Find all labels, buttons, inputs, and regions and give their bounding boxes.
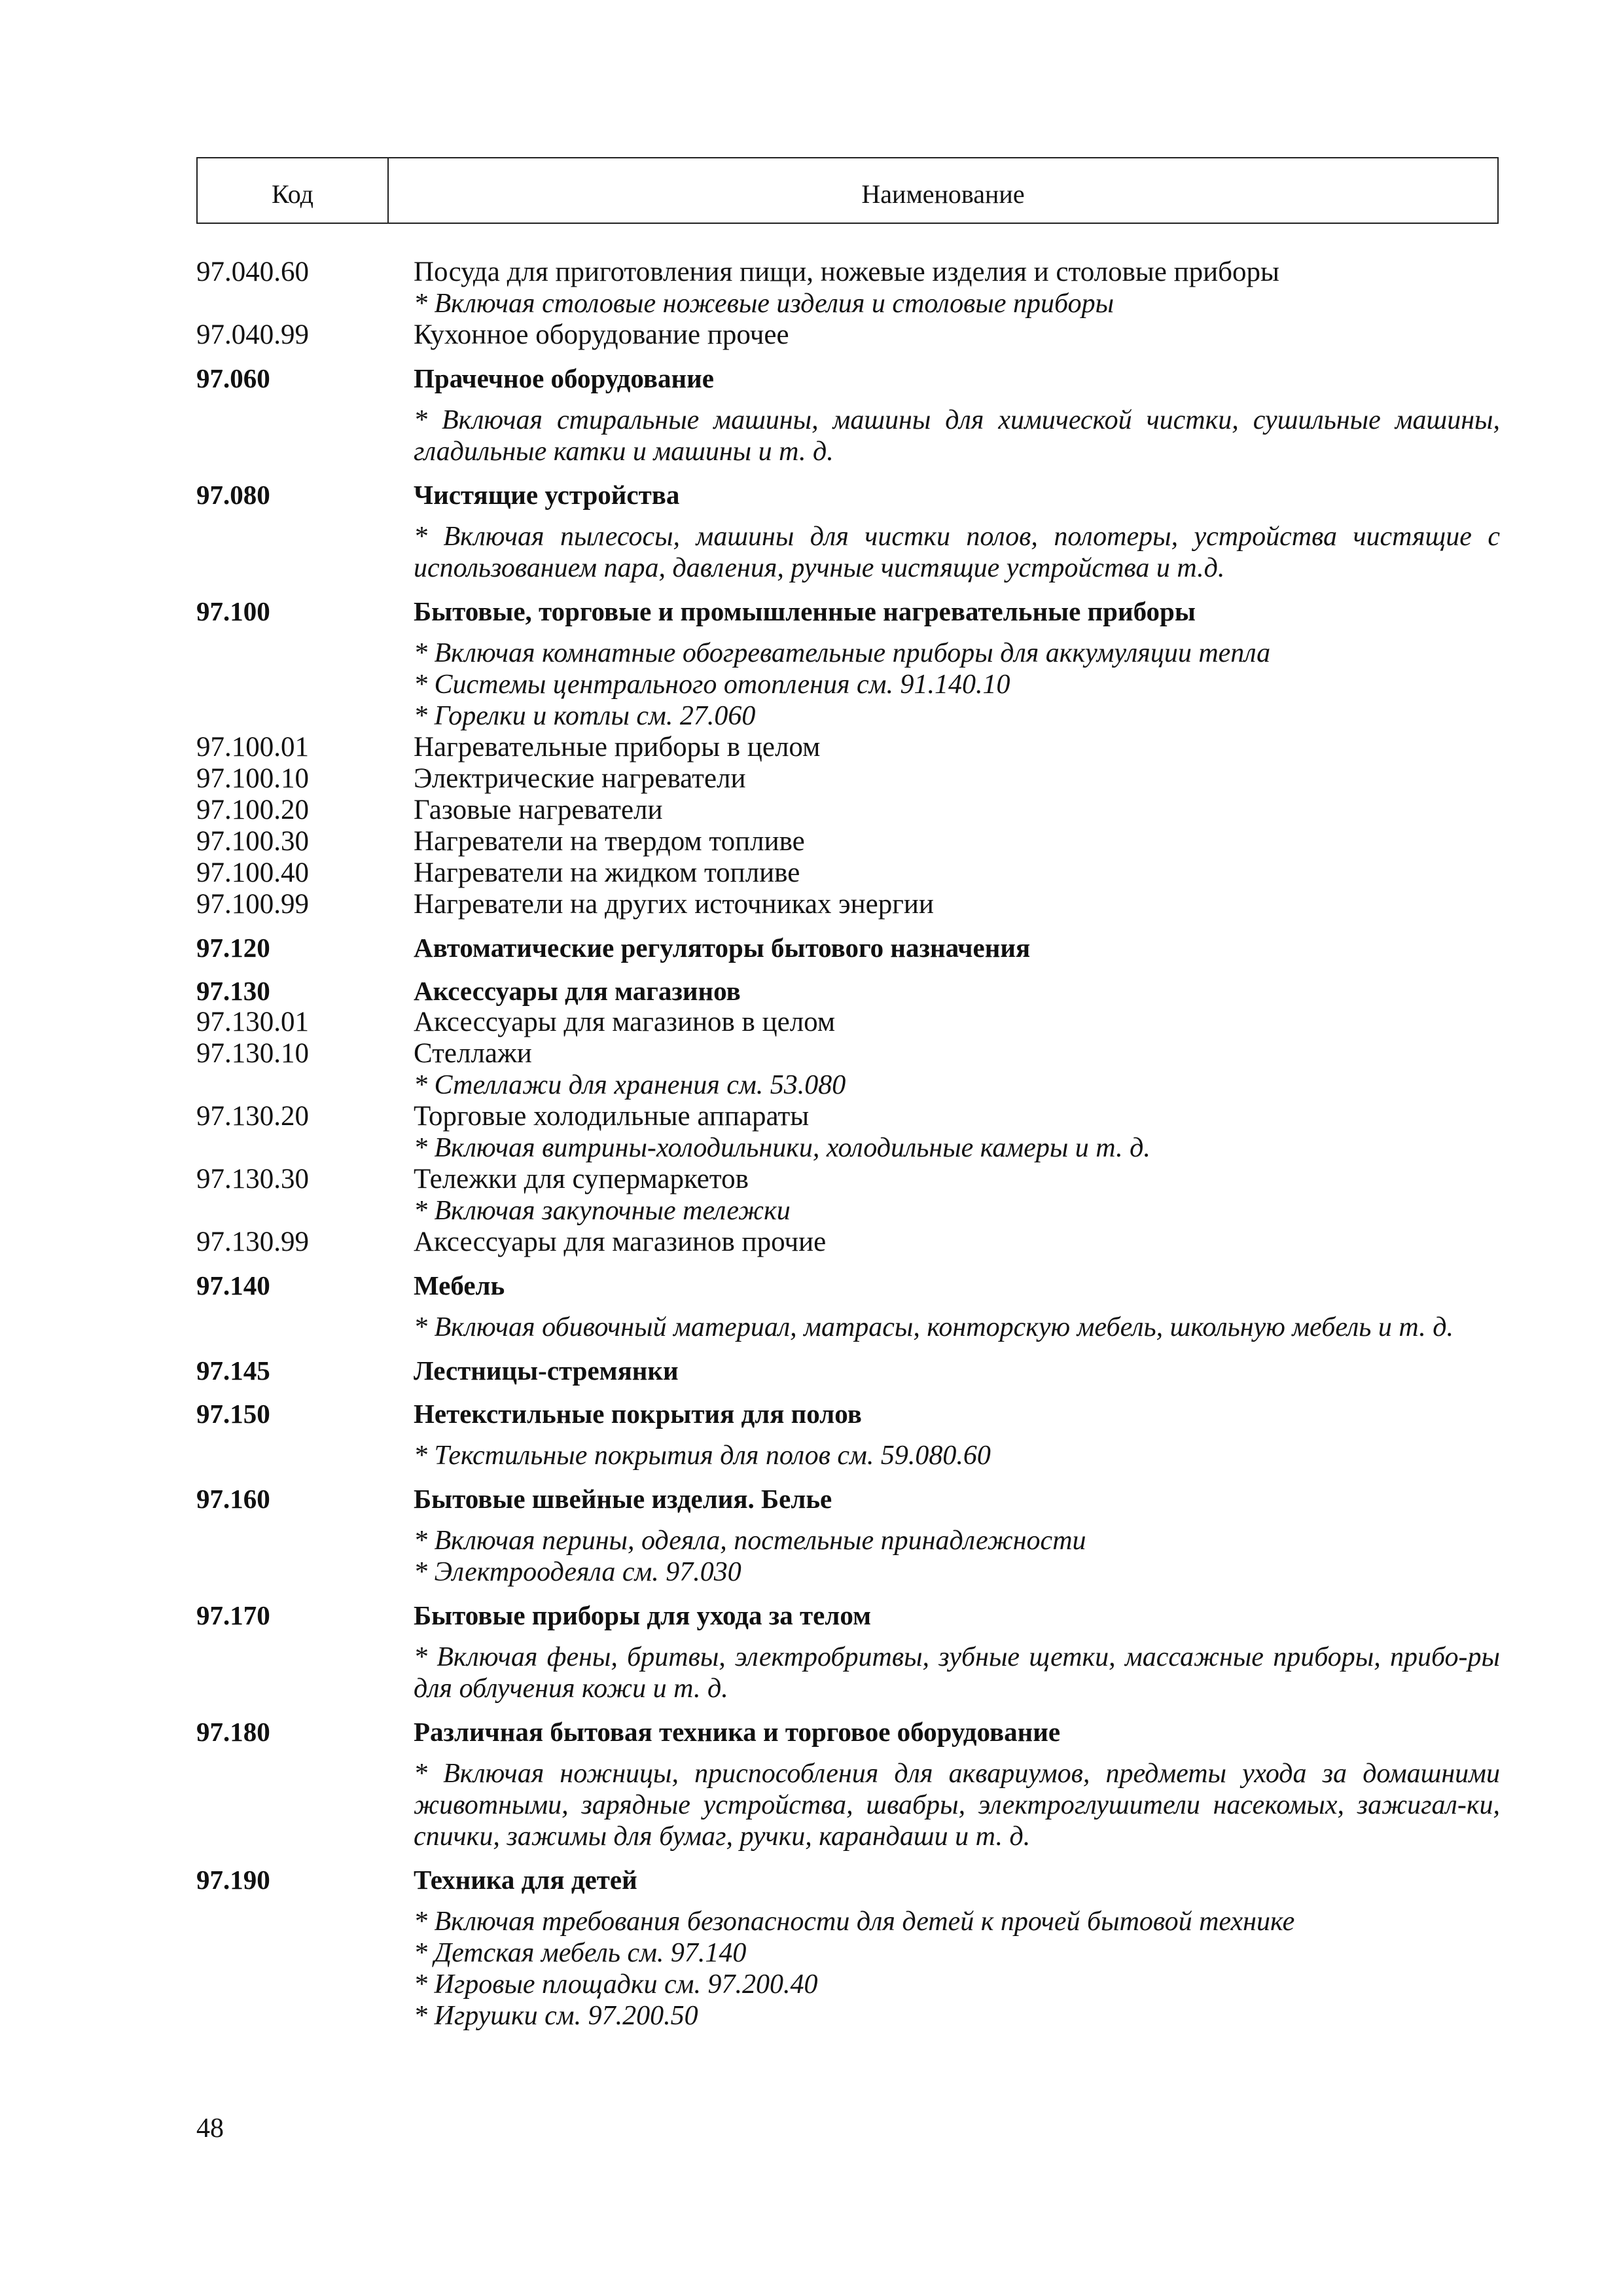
section-entry — [196, 1398, 1505, 1471]
entry-row — [196, 1101, 1505, 1132]
entry-row — [196, 1483, 1505, 1515]
entry-code: 97.130.10 — [196, 1038, 309, 1069]
entry-row — [196, 596, 1505, 627]
entry-code: 97.060 — [196, 363, 270, 393]
entry-note: * Игрушки см. 97.200.50 — [414, 2001, 698, 2031]
entry-code: 97.140 — [196, 1270, 270, 1300]
section-entry — [196, 1355, 1505, 1386]
entry-code: 97.130.20 — [196, 1101, 309, 1132]
section-entry — [196, 1483, 1505, 1588]
entry-name: Тележки для супермаркетов — [414, 1164, 749, 1194]
entry-code: 97.130.01 — [196, 1007, 309, 1037]
section-entry — [196, 363, 1505, 467]
list-item — [196, 826, 1505, 857]
entry-row — [196, 826, 1505, 857]
entry-row — [196, 363, 1505, 394]
entry-code: 97.100.30 — [196, 826, 309, 857]
entry-name: Техника для детей — [414, 1865, 637, 1895]
list-item — [196, 732, 1505, 763]
entry-name: Различная бытовая техника и торговое оборудование — [414, 1717, 1061, 1747]
table-header — [196, 157, 1499, 224]
entry-code: 97.100.40 — [196, 857, 309, 888]
entry-note: * Стеллажи для хранения см. 53.080 — [414, 1070, 846, 1100]
entry-name: Кухонное оборудование прочее — [414, 319, 789, 350]
list-item — [196, 763, 1505, 795]
list-item — [196, 889, 1505, 920]
entry-code: 97.130.99 — [196, 1227, 309, 1257]
entry-note: * Включая столовые ножевые изделия и столовые приборы — [414, 289, 1115, 319]
entry-name: Автоматические регуляторы бытового назначения — [414, 933, 1031, 963]
section-entry — [196, 479, 1505, 584]
entry-note: * Включая фены, бритвы, электробритвы, зубные щетки, массажные приборы, прибо-ры для облучения кожи и т. д. — [414, 1642, 1500, 1704]
list-item — [196, 319, 1505, 351]
entry-row — [196, 1164, 1505, 1195]
entry-name: Стеллажи — [414, 1038, 532, 1069]
entry-row — [196, 1227, 1505, 1258]
entry-row — [196, 1355, 1505, 1386]
list-item — [196, 257, 1505, 319]
entry-name: Посуда для приготовления пищи, ножевые изделия и столовые приборы — [414, 257, 1279, 287]
entry-name: Аксессуары для магазинов — [414, 976, 741, 1006]
section-entry — [196, 596, 1505, 732]
entry-row — [196, 732, 1505, 763]
entry-row — [196, 889, 1505, 920]
entry-note: * Включая витрины-холодильники, холодильные камеры и т. д. — [414, 1133, 1150, 1163]
entry-note: * Включая перины, одеяла, постельные принадлежности — [414, 1526, 1086, 1556]
entry-code: 97.040.99 — [196, 319, 309, 350]
section-entry — [196, 975, 1505, 1007]
entry-row — [196, 1716, 1505, 1748]
entry-row — [196, 1270, 1505, 1301]
section-entry — [196, 1600, 1505, 1704]
entry-note: * Включая стиральные машины, машины для химической чистки, сушильные машины, гладильные катки и машины и т. д. — [414, 405, 1500, 467]
entry-name: Нагреватели на жидком топливе — [414, 857, 800, 888]
entry-code: 97.130.30 — [196, 1164, 309, 1194]
classification-list — [196, 257, 1505, 2032]
header-name: Наименование — [861, 179, 1025, 209]
list-item — [196, 1227, 1505, 1258]
entry-code: 97.100.01 — [196, 732, 309, 762]
section-entry — [196, 932, 1505, 963]
entry-code: 97.100.99 — [196, 889, 309, 920]
entry-code: 97.130 — [196, 976, 270, 1006]
list-item — [196, 1038, 1505, 1101]
entry-code: 97.120 — [196, 933, 270, 963]
entry-row — [196, 763, 1505, 795]
entry-code: 97.100.20 — [196, 795, 309, 825]
page-number: 48 — [196, 2113, 224, 2144]
entry-note: * Включая комнатные обогревательные приборы для аккумуляции тепла — [414, 638, 1271, 668]
list-item — [196, 1164, 1505, 1227]
entry-note: * Электроодеяла см. 97.030 — [414, 1557, 741, 1587]
entry-code: 97.100 — [196, 596, 270, 626]
entry-note: * Системы центрального отопления см. 91.140.10 — [414, 670, 1010, 700]
entry-name: Газовые нагреватели — [414, 795, 663, 825]
entry-row — [196, 479, 1505, 511]
entry-row — [196, 795, 1505, 826]
entry-code: 97.040.60 — [196, 257, 309, 287]
entry-code: 97.170 — [196, 1600, 270, 1630]
header-code: Код — [198, 158, 389, 223]
entry-row — [196, 1007, 1505, 1038]
entry-name: Бытовые приборы для ухода за телом — [414, 1600, 872, 1630]
entry-note: * Включая пылесосы, машины для чистки полов, полотеры, устройства чистящие с использованием пара, давления, ручные чистящие устройства и т.д. — [414, 522, 1500, 583]
entry-code: 97.100.10 — [196, 763, 309, 794]
entry-code: 97.145 — [196, 1355, 270, 1386]
entry-row — [196, 319, 1505, 351]
entry-name: Нетекстильные покрытия для полов — [414, 1399, 862, 1429]
entry-row — [196, 975, 1505, 1007]
entry-row — [196, 1038, 1505, 1069]
entry-row — [196, 1600, 1505, 1631]
entry-name: Нагреватели на твердом топливе — [414, 826, 805, 857]
entry-name: Мебель — [414, 1270, 505, 1300]
entry-name: Лестницы-стремянки — [414, 1355, 679, 1386]
entry-name: Нагревательные приборы в целом — [414, 732, 821, 762]
entry-row — [196, 257, 1505, 288]
section-entry — [196, 1864, 1505, 2032]
entry-note: * Игровые площадки см. 97.200.40 — [414, 1969, 818, 2000]
entry-row — [196, 932, 1505, 963]
entry-name: Бытовые швейные изделия. Белье — [414, 1484, 832, 1514]
entry-row — [196, 1398, 1505, 1429]
entry-row — [196, 857, 1505, 889]
entry-note: * Горелки и котлы см. 27.060 — [414, 701, 756, 731]
entry-name: Аксессуары для магазинов в целом — [414, 1007, 836, 1037]
entry-row — [196, 1864, 1505, 1895]
entry-name: Бытовые, торговые и промышленные нагревательные приборы — [414, 596, 1196, 626]
entry-note: * Включая ножницы, приспособления для аквариумов, предметы ухода за домашними животными, зарядные устройства, швабры, электроглушители насекомых, зажигал-ки, спички, зажимы для бумаг, ручки, карандаши и т. д. — [414, 1759, 1500, 1852]
list-item — [196, 857, 1505, 889]
entry-code: 97.190 — [196, 1865, 270, 1895]
entry-note: * Включая требования безопасности для детей к прочей бытовой технике — [414, 1907, 1295, 1937]
section-entry — [196, 1270, 1505, 1343]
entry-code: 97.150 — [196, 1399, 270, 1429]
entry-code: 97.080 — [196, 480, 270, 510]
list-item — [196, 795, 1505, 826]
list-item — [196, 1007, 1505, 1038]
entry-name: Нагреватели на других источниках энергии — [414, 889, 934, 920]
list-item — [196, 1101, 1505, 1164]
entry-note: * Включая обивочный материал, матрасы, конторскую мебель, школьную мебель и т. д. — [414, 1312, 1454, 1342]
entry-name: Прачечное оборудование — [414, 363, 714, 393]
entry-name: Электрические нагреватели — [414, 763, 746, 794]
entry-code: 97.180 — [196, 1717, 270, 1747]
entry-name: Торговые холодильные аппараты — [414, 1101, 810, 1132]
entry-note: * Текстильные покрытия для полов см. 59.080.60 — [414, 1441, 991, 1471]
entry-name: Чистящие устройства — [414, 480, 680, 510]
entry-name: Аксессуары для магазинов прочие — [414, 1227, 827, 1257]
section-entry — [196, 1716, 1505, 1852]
entry-note: * Включая закупочные тележки — [414, 1196, 791, 1226]
entry-note: * Детская мебель см. 97.140 — [414, 1938, 747, 1968]
entry-code: 97.160 — [196, 1484, 270, 1514]
